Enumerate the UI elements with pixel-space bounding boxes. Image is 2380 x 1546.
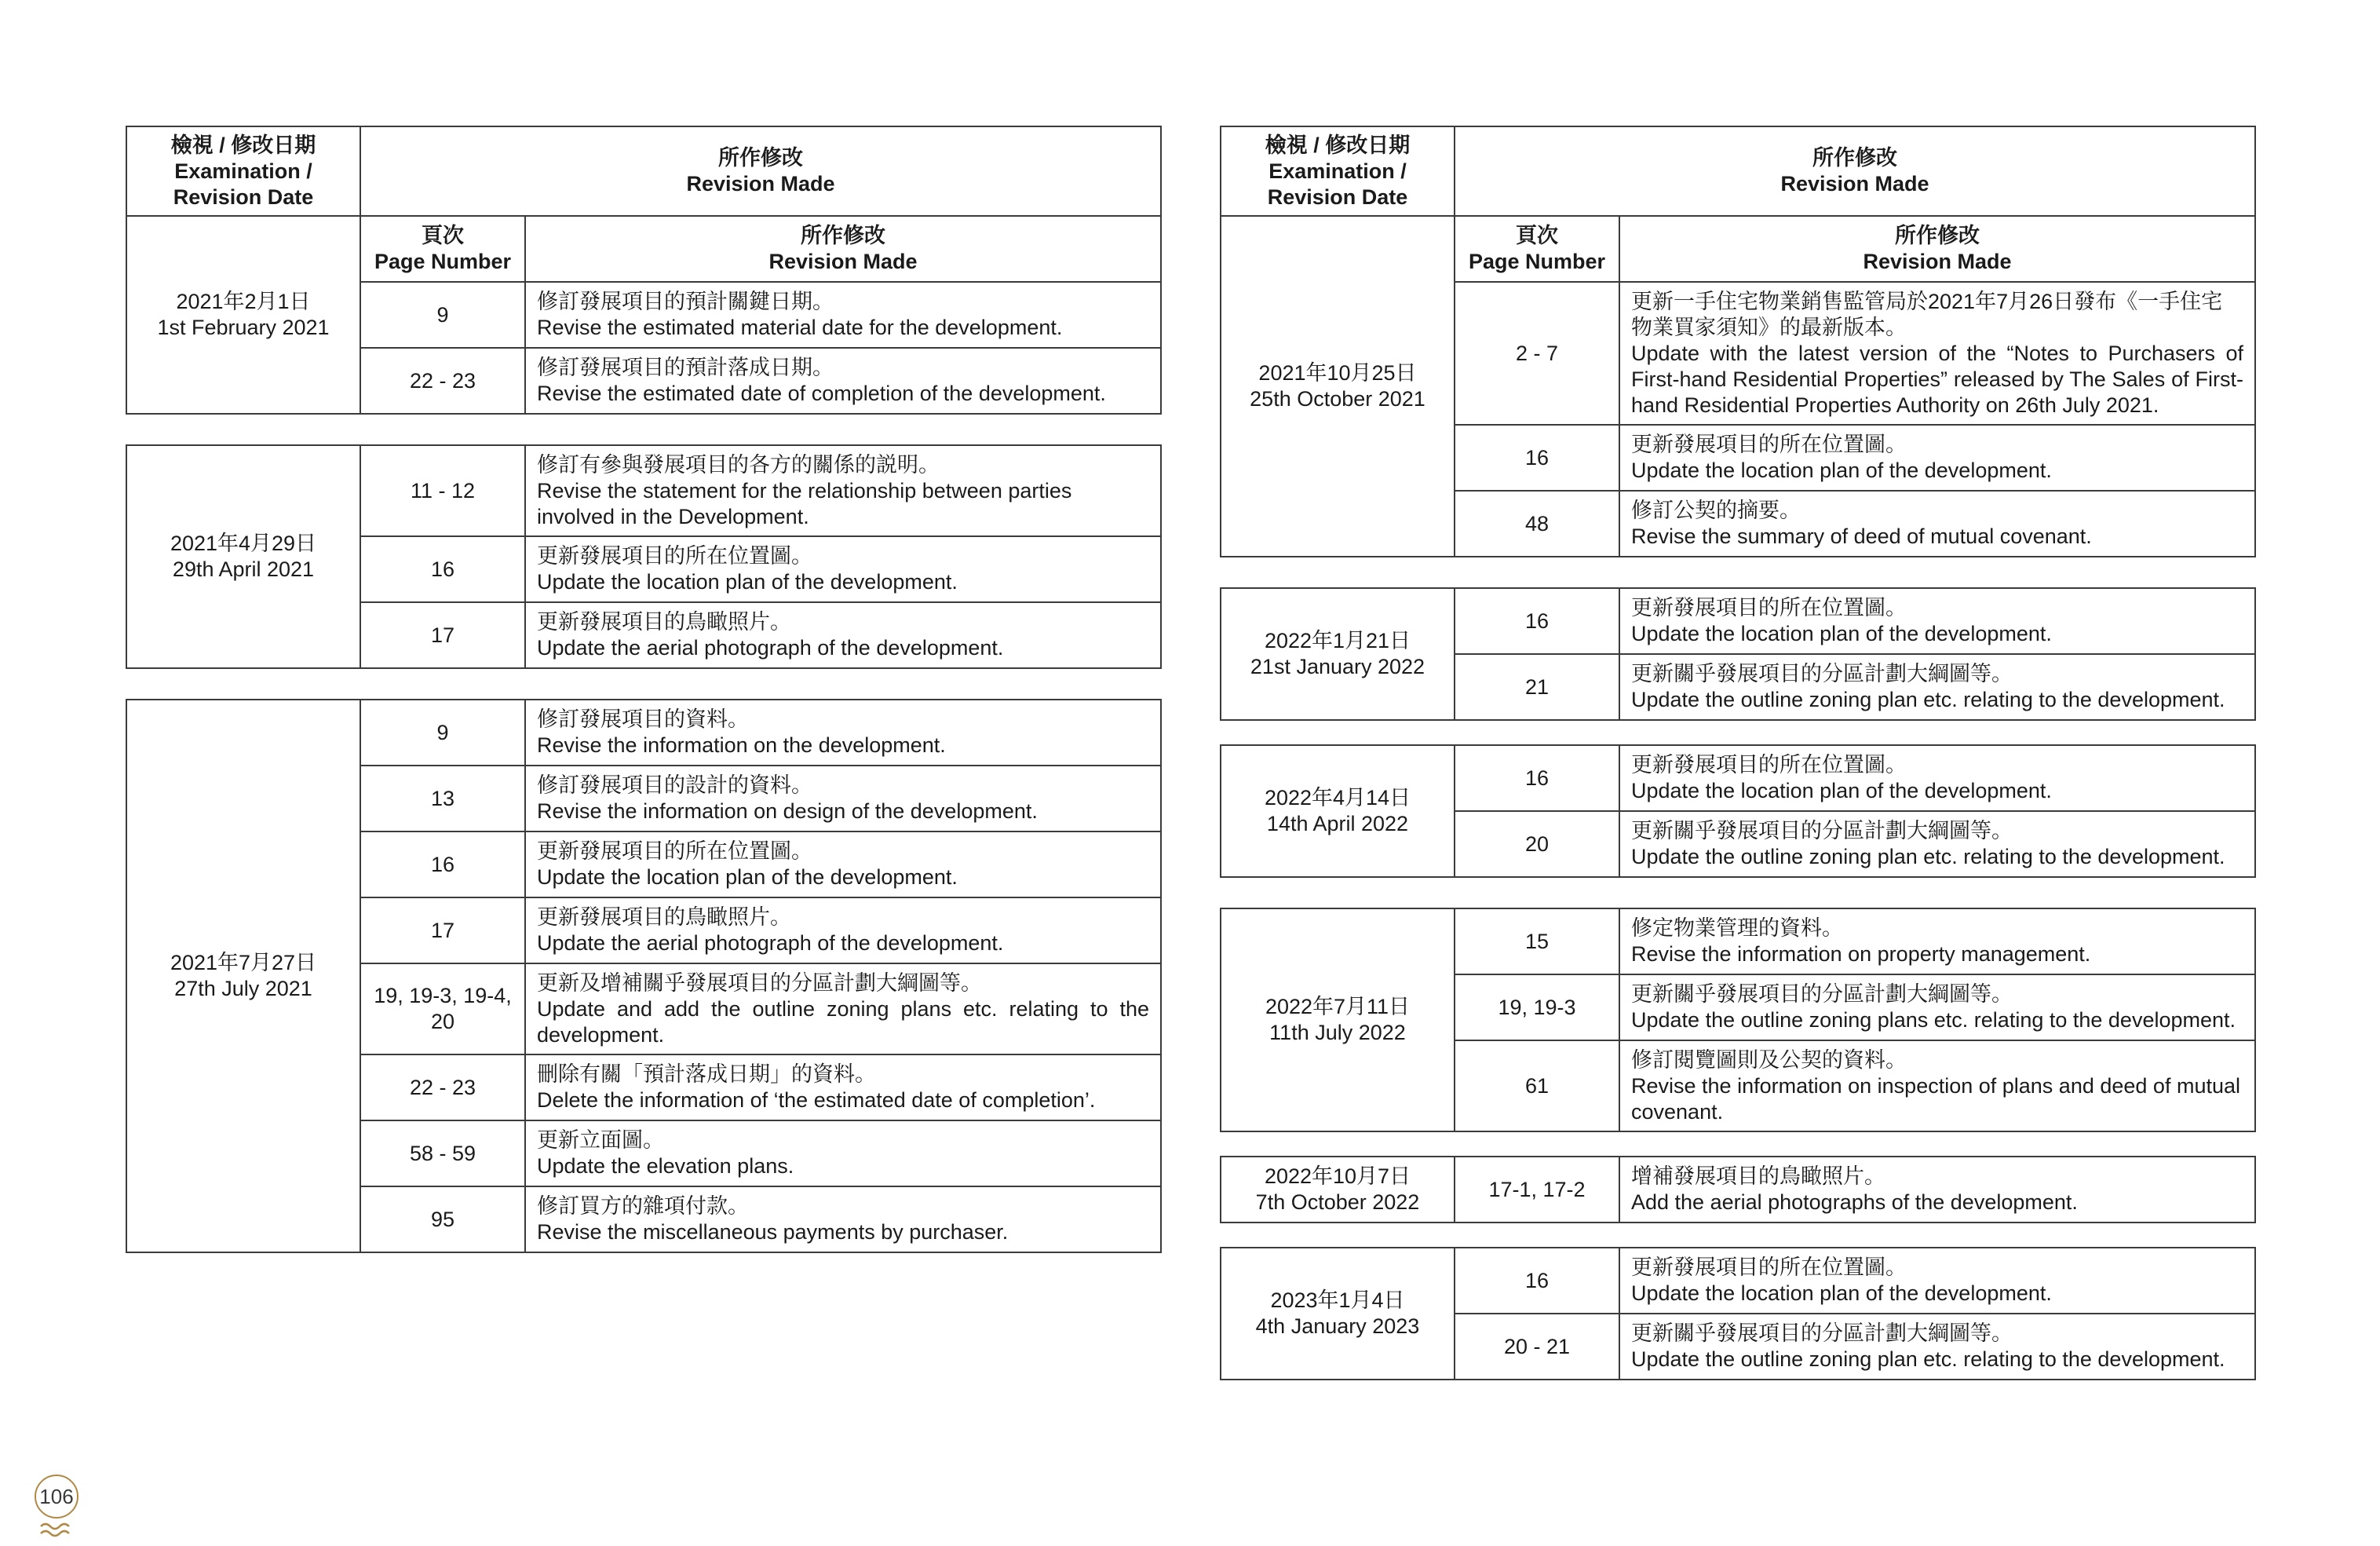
header-made-cell	[1455, 126, 2255, 216]
revision-zh: 修訂發展項目的設計的資料。	[537, 773, 812, 797]
revision-zh: 修訂公契的摘要。	[1631, 499, 1801, 522]
revision-zh: 更新發展項目的所在位置圖。	[1631, 1255, 1907, 1279]
date-cell	[1221, 1248, 1455, 1380]
revision-cell	[1619, 588, 2255, 654]
date-zh: 2022年10月7日	[1264, 1164, 1411, 1188]
revision-cell	[1619, 491, 2255, 557]
table-gap	[1220, 721, 2254, 744]
header-date-en2: Revision Date	[173, 185, 314, 209]
page-number-cell: 17-1, 17-2	[1455, 1157, 1619, 1223]
revision-zh: 修定物業管理的資料。	[1631, 916, 1843, 940]
revision-zh: 更新立面圖。	[537, 1128, 664, 1152]
header-date-cell	[126, 126, 360, 216]
table-gap	[126, 669, 1160, 699]
page-number-cell: 16	[1455, 745, 1619, 811]
subheader-page-cell	[360, 216, 525, 282]
revision-cell	[525, 963, 1161, 1054]
table-row	[1221, 1157, 2255, 1223]
revision-en: Revise the estimated date of completion of the development.	[537, 382, 1106, 405]
table-row	[126, 700, 1161, 766]
revision-cell	[525, 536, 1161, 602]
revision-en: Update the location plan of the development.	[1631, 779, 2052, 802]
revision-en: Update the location plan of the development.	[1631, 459, 2052, 482]
revision-zh: 修訂發展項目的預計關鍵日期。	[537, 290, 834, 313]
revision-table-left	[126, 126, 1162, 415]
revision-en: Revise the summary of deed of mutual covenant.	[1631, 524, 2092, 548]
header-made-zh: 所作修改	[1812, 146, 1897, 170]
subheader-made-en: Revision Made	[768, 250, 918, 273]
page-number-cell: 58 - 59	[360, 1120, 525, 1186]
revision-cell	[525, 445, 1161, 536]
revision-en: Update the aerial photograph of the development.	[537, 931, 1004, 955]
page-number: 106	[35, 1475, 78, 1519]
page-number-cell: 17	[360, 602, 525, 668]
date-cell	[126, 700, 360, 1252]
subheader-made-cell	[1619, 216, 2255, 282]
page-number-cell: 22 - 23	[360, 1054, 525, 1120]
subheader-page-zh: 頁次	[1516, 224, 1558, 247]
revision-cell	[525, 1120, 1161, 1186]
header-date-cell	[1221, 126, 1455, 216]
revision-cell	[1619, 745, 2255, 811]
date-cell	[1221, 216, 1455, 557]
revision-table-left-3	[126, 699, 1162, 1253]
date-cell	[1221, 1157, 1455, 1223]
date-zh: 2021年10月25日	[1258, 361, 1417, 385]
page-number-cell: 48	[1455, 491, 1619, 557]
revision-zh: 更新關乎發展項目的分區計劃大綱圖等。	[1631, 819, 2013, 842]
revision-cell	[1619, 974, 2255, 1040]
revision-zh: 修訂閱覽圖則及公契的資料。	[1631, 1047, 1907, 1072]
table-gap	[1220, 878, 2254, 908]
header-date-en2: Revision Date	[1267, 185, 1408, 209]
date-cell	[1221, 588, 1455, 720]
date-zh: 2021年7月27日	[170, 951, 317, 974]
date-cell	[1221, 908, 1455, 1131]
revision-table-left-2	[126, 444, 1162, 669]
revision-cell	[525, 766, 1161, 831]
header-made-zh: 所作修改	[718, 146, 803, 170]
revision-en: Update the location plan of the development.	[537, 865, 958, 889]
page-number-line-1: 19, 19-3, 19-4,	[374, 984, 512, 1007]
revision-zh: 修訂發展項目的預計落成日期。	[537, 356, 834, 379]
revision-cell	[525, 831, 1161, 897]
header-date-en1: Examination /	[174, 159, 312, 183]
header-made-en: Revision Made	[1780, 172, 1929, 196]
table-gap	[1220, 1223, 2254, 1247]
revision-cell	[525, 1186, 1161, 1252]
date-en: 21st January 2022	[1250, 655, 1425, 678]
subheader-page-zh: 頁次	[422, 224, 464, 247]
header-date-zh: 檢視 / 修改日期	[170, 133, 316, 157]
revision-en: Update the aerial photograph of the development.	[537, 636, 1004, 660]
table-subheader-row	[1221, 216, 2255, 282]
page-number-cell: 20	[1455, 811, 1619, 877]
revision-zh: 更新一手住宅物業銷售監管局於2021年7月26日發布《一手住宅物業買家須知》的最新版本。	[1631, 289, 2223, 339]
page-number-cell: 22 - 23	[360, 348, 525, 414]
revision-table-right-5	[1220, 1156, 2256, 1223]
page-number-cell: 9	[360, 700, 525, 766]
revision-en: Delete the information of ‘the estimated date of completion’.	[537, 1088, 1096, 1112]
page-number-cell: 21	[1455, 654, 1619, 720]
revision-table-right-6	[1220, 1247, 2256, 1380]
page-number-cell: 2 - 7	[1455, 282, 1619, 425]
table-gap	[126, 415, 1160, 444]
revision-zh: 更新發展項目的鳥瞰照片。	[537, 610, 791, 634]
revision-en: Revise the information on property management.	[1631, 942, 2091, 966]
header-date-en1: Examination /	[1268, 159, 1407, 183]
revision-cell	[1619, 1314, 2255, 1380]
date-zh: 2023年1月4日	[1270, 1288, 1405, 1312]
revision-zh: 更新發展項目的鳥瞰照片。	[537, 905, 791, 929]
date-zh: 2022年4月14日	[1264, 786, 1411, 810]
date-en: 25th October 2021	[1250, 387, 1425, 411]
revision-zh: 增補發展項目的鳥瞰照片。	[1631, 1164, 1885, 1188]
page-number-badge	[35, 1475, 78, 1519]
page-number-cell: 11 - 12	[360, 445, 525, 536]
revision-en: Update the outline zoning plan etc. relating to the development.	[1631, 688, 2225, 711]
page-number-cell: 19, 19-3	[1455, 974, 1619, 1040]
page-number-cell: 16	[1455, 1248, 1619, 1314]
date-zh: 2022年1月21日	[1264, 629, 1411, 652]
date-zh: 2021年2月1日	[176, 290, 311, 313]
header-made-cell	[360, 126, 1161, 216]
revision-en: Update the location plan of the development.	[1631, 622, 2052, 645]
revision-zh: 修訂有參與發展項目的各方的關係的説明。	[537, 452, 940, 477]
table-gap	[1220, 557, 2254, 587]
header-made-en: Revision Made	[686, 172, 835, 196]
table-row	[1221, 588, 2255, 654]
date-cell	[126, 216, 360, 414]
page-number-cell: 95	[360, 1186, 525, 1252]
date-cell	[126, 445, 360, 668]
revision-zh: 刪除有關「預計落成日期」的資料。	[537, 1062, 876, 1086]
date-en: 27th July 2021	[174, 977, 312, 1000]
wave-icon	[39, 1520, 71, 1539]
revision-zh: 更新及增補關乎發展項目的分區計劃大綱圖等。	[537, 970, 982, 995]
revision-en: Update the outline zoning plans etc. relating to the development.	[1631, 1008, 2236, 1032]
revision-en: Revise the miscellaneous payments by purchaser.	[537, 1220, 1009, 1244]
page-number-cell: 16	[360, 831, 525, 897]
subheader-made-cell	[525, 216, 1161, 282]
revision-zh: 更新關乎發展項目的分區計劃大綱圖等。	[1631, 1321, 2013, 1345]
revision-en: Revise the statement for the relationship between parties involved in the Development.	[537, 478, 1072, 528]
revision-en: Revise the information on the development.	[537, 733, 946, 757]
page-number-cell: 61	[1455, 1040, 1619, 1131]
revision-table-right	[1220, 126, 2256, 557]
page-number-cell: 20 - 21	[1455, 1314, 1619, 1380]
revision-cell	[1619, 811, 2255, 877]
revision-cell	[525, 700, 1161, 766]
date-en: 7th October 2022	[1255, 1190, 1420, 1214]
revision-table-right-2	[1220, 587, 2256, 721]
revision-cell	[525, 602, 1161, 668]
revision-en: Revise the information on inspection of plans and deed of mutual covenant.	[1631, 1073, 2240, 1124]
revision-zh: 修訂發展項目的資料。	[537, 707, 749, 731]
revision-en: Update with the latest version of the “Notes to Purchasers of First-hand Residential Properties” released by The Sales of First-hand Residential Properties Authority on 26th July 2021.	[1631, 341, 2243, 417]
page-number-cell: 16	[1455, 425, 1619, 491]
revision-en: Update the elevation plans.	[537, 1154, 794, 1178]
table-row	[1221, 745, 2255, 811]
revision-en: Revise the information on design of the development.	[537, 799, 1038, 823]
table-subheader-row	[126, 216, 1161, 282]
date-en: 1st February 2021	[157, 316, 330, 339]
date-en: 4th January 2023	[1255, 1314, 1420, 1338]
revision-en: Update the outline zoning plan etc. relating to the development.	[1631, 1347, 2225, 1371]
revision-zh: 更新關乎發展項目的分區計劃大綱圖等。	[1631, 982, 2013, 1006]
header-date-zh: 檢視 / 修改日期	[1265, 133, 1411, 157]
revision-zh: 更新發展項目的所在位置圖。	[1631, 753, 1907, 777]
revision-cell	[525, 1054, 1161, 1120]
revision-table-right-4	[1220, 908, 2256, 1132]
revision-zh: 修訂買方的雜項付款。	[537, 1194, 749, 1218]
table-gap	[1220, 1132, 2254, 1156]
left-column	[126, 126, 1160, 1253]
revision-zh: 更新發展項目的所在位置圖。	[537, 839, 812, 863]
revision-table-right-3	[1220, 744, 2256, 878]
subheader-made-zh: 所作修改	[801, 224, 885, 247]
revision-cell	[525, 348, 1161, 414]
subheader-made-zh: 所作修改	[1895, 224, 1980, 247]
subheader-page-cell	[1455, 216, 1619, 282]
page-number-cell: 15	[1455, 908, 1619, 974]
date-cell	[1221, 745, 1455, 877]
revision-zh: 更新關乎發展項目的分區計劃大綱圖等。	[1631, 662, 2013, 685]
page-number-cell: 16	[360, 536, 525, 602]
page-number-cell: 13	[360, 766, 525, 831]
page-number-cell	[360, 963, 525, 1054]
table-row	[1221, 908, 2255, 974]
revision-cell	[1619, 282, 2255, 425]
revision-cell	[525, 282, 1161, 348]
revision-cell	[1619, 425, 2255, 491]
table-header-row	[1221, 126, 2255, 216]
revision-zh: 更新發展項目的所在位置圖。	[1631, 433, 1907, 456]
revision-cell	[1619, 908, 2255, 974]
page-number-cell: 17	[360, 897, 525, 963]
revision-cell	[1619, 1040, 2255, 1131]
date-zh: 2021年4月29日	[170, 532, 317, 555]
right-column	[1220, 126, 2254, 1380]
revision-en: Update the outline zoning plan etc. relating to the development.	[1631, 845, 2225, 868]
revision-en: Revise the estimated material date for the development.	[537, 316, 1063, 339]
date-en: 14th April 2022	[1266, 812, 1409, 835]
revision-cell	[1619, 1157, 2255, 1223]
revision-cell	[1619, 654, 2255, 720]
revision-en: Add the aerial photographs of the development.	[1631, 1190, 2078, 1214]
table-header-row	[126, 126, 1161, 216]
date-en: 11th July 2022	[1269, 1021, 1406, 1044]
revision-cell	[525, 897, 1161, 963]
revision-cell	[1619, 1248, 2255, 1314]
revision-en: Update the location plan of the development.	[537, 570, 958, 594]
subheader-page-en: Page Number	[1468, 250, 1606, 273]
page-number-line-2: 20	[430, 1010, 455, 1033]
revision-en: Update and add the outline zoning plans etc. relating to the development.	[537, 996, 1149, 1047]
table-row	[126, 445, 1161, 536]
table-row	[1221, 1248, 2255, 1314]
date-en: 29th April 2021	[172, 557, 315, 581]
subheader-page-en: Page Number	[374, 250, 512, 273]
page-number-cell: 16	[1455, 588, 1619, 654]
page-number-cell: 9	[360, 282, 525, 348]
date-zh: 2022年7月11日	[1265, 995, 1411, 1018]
revision-zh: 更新發展項目的所在位置圖。	[1631, 596, 1907, 619]
revision-en: Update the location plan of the development.	[1631, 1281, 2052, 1305]
subheader-made-en: Revision Made	[1863, 250, 2012, 273]
revision-zh: 更新發展項目的所在位置圖。	[537, 544, 812, 568]
